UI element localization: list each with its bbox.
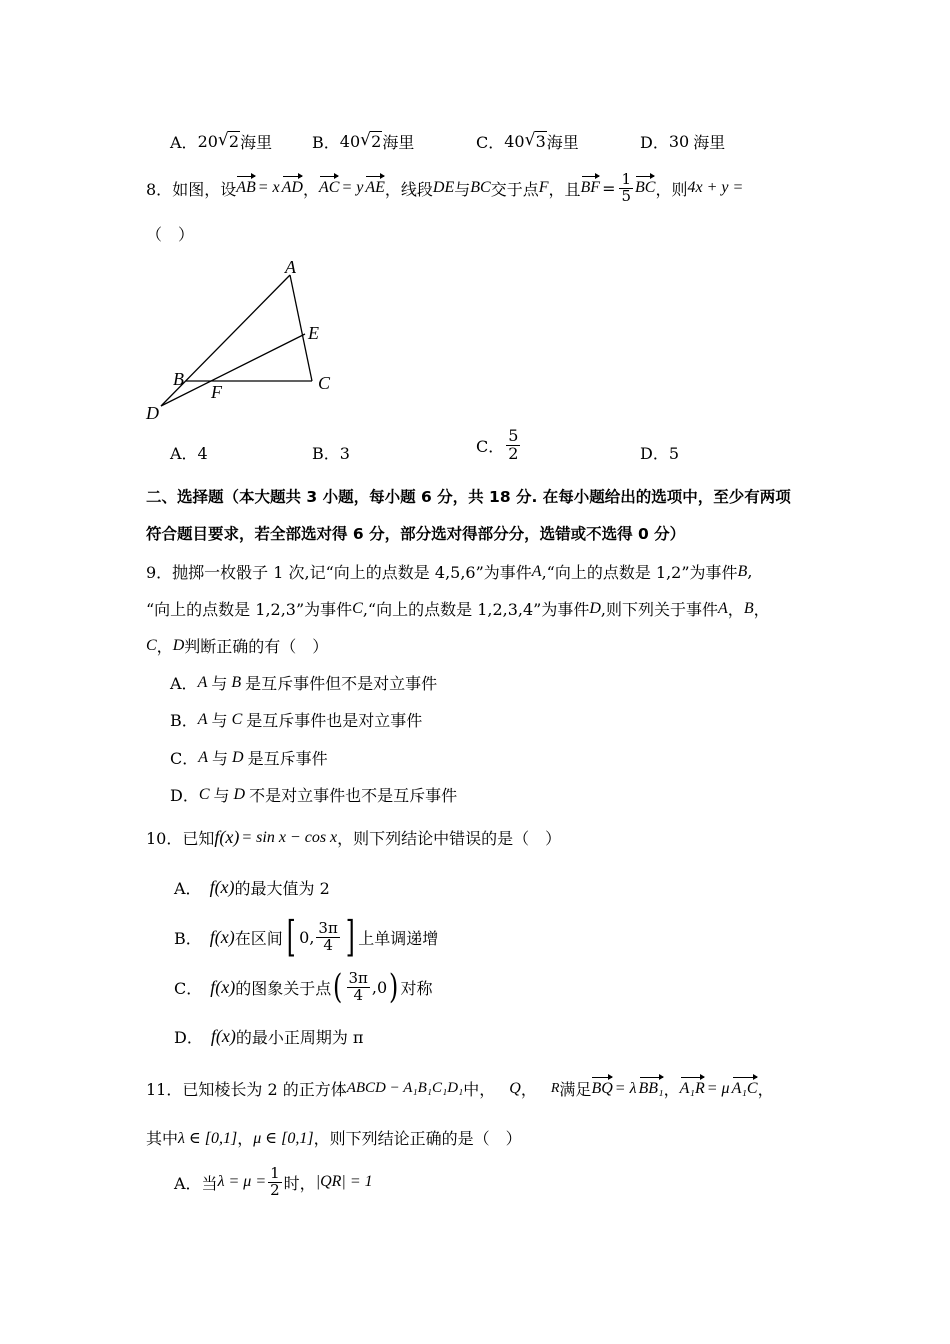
q9-stem-line1 — [146, 560, 752, 583]
math-text: R — [550, 1080, 560, 1096]
fraction — [506, 428, 520, 463]
option-letter: A． — [170, 674, 198, 693]
math-text: f(x) — [209, 877, 235, 897]
fraction — [316, 918, 339, 954]
q11-option-a — [174, 1166, 373, 1199]
option-text: 的最小正周期为 π — [235, 1028, 364, 1047]
vector-bb1: BB₁ — [638, 1079, 664, 1097]
option-letter: C． — [476, 436, 505, 456]
option-text: 在区间 — [234, 928, 283, 948]
option-unit: 海里 — [693, 133, 726, 152]
stem-text: ， — [156, 637, 173, 656]
option-letter: D． — [174, 1028, 203, 1047]
fraction-denominator: 4 — [323, 935, 333, 954]
math-text: λ ∈ [0,1] — [178, 1129, 238, 1147]
math-text: 4x + y = — [687, 179, 744, 197]
stem-text: ,“向上的点数是 1,2”为事件 — [541, 563, 738, 582]
math-text: f(x) — [210, 1026, 236, 1046]
stem-text: ，则下列结论正确的是（ ） — [313, 1129, 522, 1148]
fraction-denominator: 2 — [508, 443, 519, 463]
option-value: 40 — [504, 132, 525, 151]
option-text: 不是对立事件也不是互斥事件 — [249, 786, 458, 805]
stem-text: , — [747, 562, 753, 581]
fraction-denominator: 5 — [621, 186, 632, 205]
question-number: 8． — [146, 179, 173, 199]
math-text: C — [231, 710, 243, 728]
sqrt-radicand: 3 — [535, 132, 546, 151]
q7-option-c — [476, 130, 579, 153]
math-text: BC — [470, 179, 491, 197]
q9-option-d — [170, 783, 457, 806]
fraction-numerator: 1 — [270, 1164, 280, 1182]
fraction-numerator: 1 — [621, 170, 632, 188]
math-text: = μ — [706, 1079, 730, 1097]
q8-option-a: A．4 — [170, 444, 208, 463]
sqrt-radicand: 2 — [371, 132, 382, 151]
left-paren: ( — [333, 967, 343, 1007]
option-letter: A． — [174, 879, 202, 898]
stem-text: ，且 — [548, 179, 581, 199]
math-text: = λ — [614, 1079, 637, 1097]
math-text: D — [172, 636, 185, 654]
sqrt-radicand: 2 — [228, 132, 240, 151]
stem-text: ， — [753, 600, 770, 619]
vector-a1c: A₁C — [731, 1079, 758, 1097]
option-value: 40 — [339, 132, 361, 151]
label-c: C — [318, 373, 331, 393]
option-value: 20 — [197, 132, 218, 151]
q10-option-d — [174, 1025, 363, 1048]
right-paren: ) — [389, 967, 399, 1007]
option-text: 与 — [211, 674, 228, 693]
option-unit: 海里 — [546, 133, 579, 152]
math-text: f(x) — [214, 827, 240, 847]
fraction-numerator: 3π — [318, 918, 338, 937]
fraction-numerator: 3π — [348, 968, 368, 987]
option-text: 的最大值为 2 — [234, 879, 330, 898]
q11-stem-line1 — [146, 1077, 774, 1100]
option-text: 是互斥事件也是对立事件 — [246, 711, 423, 730]
option-letter: A． — [170, 133, 198, 152]
q9-option-b — [170, 708, 422, 731]
math-text: = — [602, 178, 616, 198]
stem-text: 满足 — [559, 1080, 592, 1099]
vector-ad: AD — [281, 179, 303, 197]
stem-text: 11．已知棱长为 2 的正方体 — [146, 1080, 347, 1099]
option-unit: 海里 — [240, 133, 273, 152]
math-text: B — [737, 562, 748, 580]
q9-stem-line3 — [146, 634, 328, 657]
vector-ab: AB — [236, 179, 256, 197]
stem-text: 交于点 — [490, 179, 539, 199]
label-b: B — [173, 369, 184, 389]
math-text: f(x) — [210, 976, 236, 997]
stem-text: ， — [302, 179, 319, 199]
option-value: 30 — [668, 132, 690, 151]
fraction — [347, 968, 370, 1004]
math-text: λ = μ = — [217, 1173, 267, 1191]
sqrt-symbol — [219, 132, 240, 151]
stem-text: ,则下列关于事件 — [600, 600, 719, 619]
math-text: A — [197, 673, 208, 691]
section-header-line1: 二、选择题（本大题共 3 小题，每小题 6 分，共 18 分. 在每小题给出的选项中，至少有两项 — [146, 488, 791, 506]
section-header-line2: 符合题目要求，若全部选对得 6 分，部分选对得部分分，选错或不选得 0 分） — [146, 525, 686, 543]
option-text: 的图象关于点 — [235, 978, 332, 998]
q8-answer-paren: （ ） — [146, 225, 195, 244]
stem-text: ，则下列结论中错误的是（ ） — [337, 829, 562, 848]
question-number: 10．已知 — [146, 829, 215, 848]
stem-text: ， — [727, 600, 744, 619]
stem-text: ， — [757, 1080, 774, 1099]
label-a: A — [285, 257, 296, 277]
q8-stem — [146, 172, 743, 205]
q10-option-b — [174, 912, 438, 962]
math-text: ABCD − A₁B₁C₁D₁ — [346, 1080, 464, 1096]
stem-text: ，则 — [655, 179, 688, 199]
math-text: f(x) — [209, 926, 235, 947]
sqrt-symbol — [526, 132, 547, 151]
vector-ac: AC — [319, 179, 340, 197]
option-text: 是互斥事件 — [247, 749, 328, 768]
math-text: DE — [432, 179, 455, 197]
stem-text: 如图，设 — [172, 179, 237, 199]
math-text: A — [198, 748, 209, 766]
fraction-denominator: 4 — [353, 985, 363, 1004]
vector-ae: AE — [365, 179, 385, 197]
fraction — [619, 172, 633, 205]
stem-text: 9．抛掷一枚骰子 1 次,记“向上的点数是 4,5,6”为事件 — [146, 563, 532, 582]
math-text: D — [232, 748, 244, 766]
q7-option-b — [312, 130, 414, 153]
q8-option-d: D．5 — [640, 444, 680, 463]
math-text: C — [352, 599, 363, 617]
math-text: A — [197, 710, 208, 728]
option-letter: A．当 — [174, 1173, 218, 1193]
stem-text: ，线段 — [384, 179, 433, 199]
vector-bq: BQ — [591, 1079, 613, 1097]
q7-option-a — [170, 130, 272, 153]
fraction-numerator: 5 — [508, 426, 519, 445]
option-letter: B． — [174, 928, 202, 948]
option-text: 与 — [213, 786, 230, 805]
stem-text: ， — [237, 1129, 254, 1148]
stem-text: 其中 — [146, 1129, 179, 1148]
math-text: = y — [341, 179, 364, 197]
math-text: A — [531, 562, 542, 580]
option-letter: C． — [174, 978, 203, 998]
stem-text: ， — [520, 1080, 537, 1099]
sqrt-symbol — [361, 132, 382, 151]
stem-text: 判断正确的有（ ） — [184, 637, 329, 656]
option-letter: C． — [170, 749, 199, 768]
q9-option-c — [170, 746, 328, 769]
label-f: F — [211, 382, 222, 402]
option-letter: D． — [640, 133, 669, 152]
q9-option-a — [170, 671, 437, 694]
stem-text: 与 — [454, 179, 471, 199]
option-unit: 海里 — [382, 133, 415, 152]
fraction-denominator: 2 — [270, 1180, 280, 1199]
stem-text: ,“向上的点数是 1,2,3,4”为事件 — [362, 600, 590, 619]
option-text: 与 — [212, 749, 229, 768]
q10-option-c — [174, 962, 432, 1012]
point-coordinate: ,0 — [371, 977, 388, 997]
stem-text: ， — [663, 1080, 680, 1099]
math-text: A — [718, 599, 728, 617]
math-text: |QR| = 1 — [315, 1173, 373, 1191]
option-letter: D． — [170, 786, 199, 805]
option-text: 时， — [283, 1173, 316, 1193]
vector-bc: BC — [635, 179, 656, 197]
stem-text: 中， — [463, 1080, 496, 1099]
q7-option-d — [640, 130, 725, 153]
math-text: D — [233, 785, 246, 803]
option-text: 是互斥事件但不是对立事件 — [245, 674, 438, 693]
q11-stem-line2 — [146, 1126, 522, 1149]
option-text: 与 — [211, 711, 228, 730]
math-text: D — [589, 599, 601, 617]
math-text: = x — [257, 179, 280, 197]
math-text: μ ∈ [0,1] — [253, 1129, 314, 1147]
q8-option-b: B．3 — [312, 444, 350, 463]
math-text: = sin x − cos x — [241, 828, 338, 846]
fraction — [268, 1166, 282, 1199]
q9-stem-line2 — [146, 597, 770, 620]
option-text: 对称 — [400, 978, 433, 998]
label-d: D — [146, 403, 159, 423]
math-text: C — [198, 785, 210, 803]
math-text: B — [231, 673, 242, 691]
left-bracket: [ — [286, 912, 296, 961]
option-text: 上单调递增 — [358, 928, 439, 948]
right-bracket: ] — [345, 912, 355, 961]
vector-bf: BF — [580, 179, 601, 197]
option-letter: B． — [170, 711, 198, 730]
label-e: E — [308, 323, 319, 343]
option-letter: C． — [476, 133, 505, 152]
vector-a1r: A₁R — [679, 1079, 705, 1097]
q10-option-a — [174, 876, 330, 899]
q8-option-c — [476, 428, 522, 463]
math-text: F — [538, 179, 549, 197]
math-text: C — [146, 636, 157, 654]
math-text: Q — [509, 1079, 521, 1097]
math-text: B — [743, 599, 754, 617]
q10-stem — [146, 826, 561, 849]
stem-text: “向上的点数是 1,2,3”为事件 — [146, 600, 353, 619]
option-letter: B． — [312, 133, 340, 152]
interval-start: 0, — [299, 927, 315, 947]
